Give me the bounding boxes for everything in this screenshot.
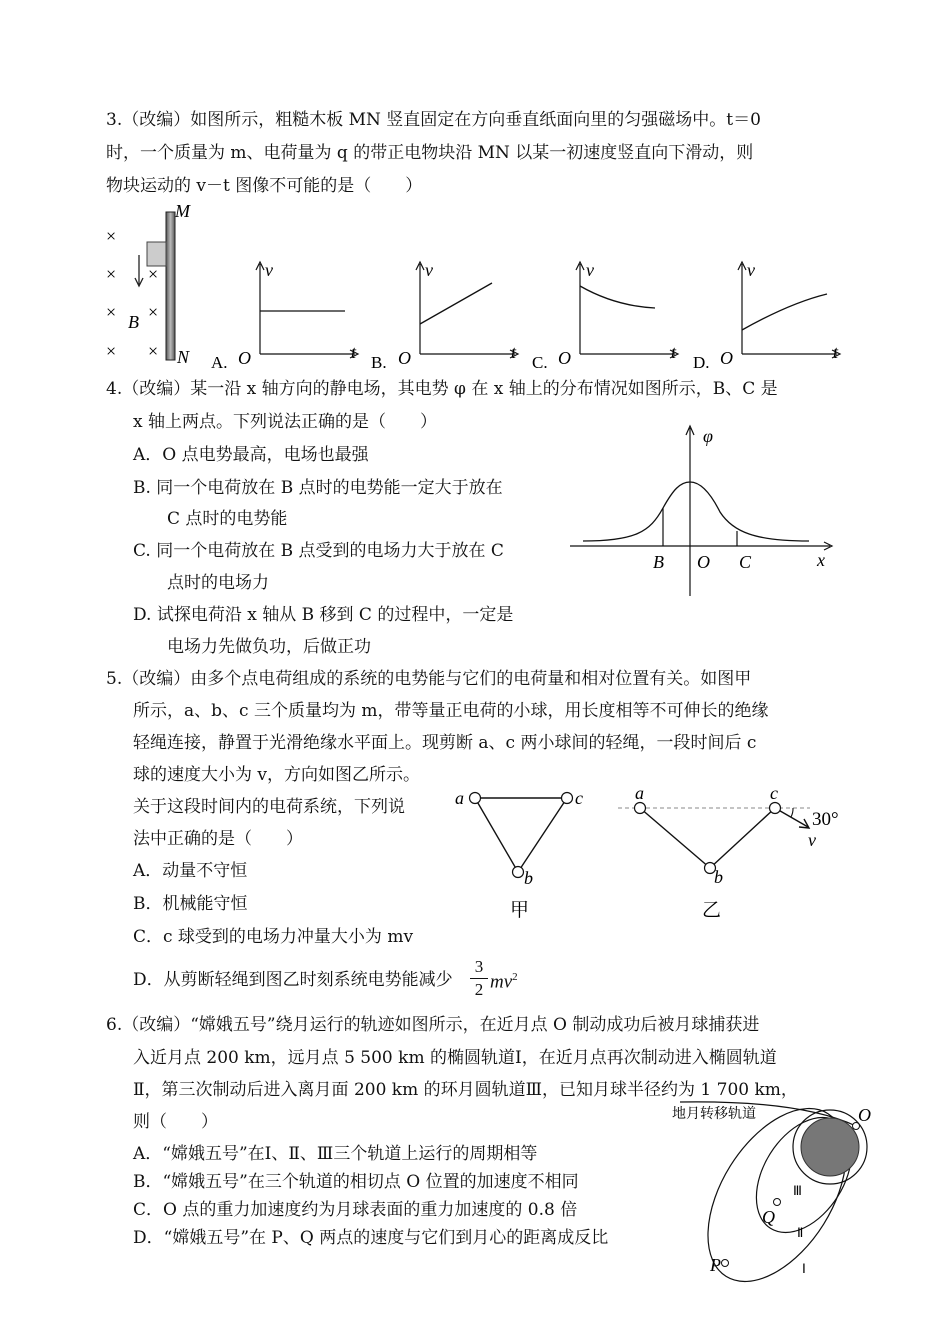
q6-line-4: 则（ ）	[133, 1112, 218, 1132]
svg-text:c: c	[770, 783, 778, 803]
moon	[801, 1118, 859, 1176]
q3-graph-d	[690, 258, 850, 373]
curve	[420, 283, 492, 324]
q5-figure-jia	[450, 780, 600, 925]
q5-line-6: 法中正确的是（ ）	[133, 829, 303, 849]
svg-text:t: t	[511, 342, 517, 362]
svg-text:A.: A.	[211, 353, 228, 372]
svg-text:D.: D.	[693, 353, 710, 372]
q5-fraction: 3 2	[470, 958, 488, 998]
cross: ×	[106, 341, 117, 361]
label-n: N	[177, 347, 190, 367]
svg-text:C: C	[739, 552, 752, 572]
svg-text:v: v	[586, 260, 594, 280]
q5-option-c: C．c 球受到的电场力冲量大小为 mv	[133, 927, 414, 947]
cross: ×	[106, 226, 117, 246]
svg-text:O: O	[398, 348, 411, 368]
q4-option-b-cont: C 点时的电势能	[167, 509, 288, 529]
svg-text:Ⅲ: Ⅲ	[793, 1183, 802, 1198]
q4-option-c-cont: 点时的电场力	[167, 573, 269, 593]
svg-text:Ⅱ: Ⅱ	[797, 1225, 804, 1240]
q3-graph-a	[205, 258, 365, 373]
orbit-2	[737, 1100, 872, 1249]
svg-text:甲: 甲	[510, 900, 530, 921]
q5-frac-tail: $mv^2$	[490, 971, 518, 993]
point-q	[774, 1199, 781, 1206]
q4-line-2: x 轴上两点。下列说法正确的是（ ）	[133, 412, 437, 432]
q4-potential-graph	[565, 420, 845, 600]
q4-option-d: D. 试探电荷沿 x 轴从 B 移到 C 的过程中，一定是	[133, 605, 514, 625]
q5-option-b: B．机械能守恒	[133, 894, 248, 914]
svg-text:O: O	[720, 348, 733, 368]
q5-line-2: 所示，a、b、c 三个质量均为 m，带等量正电荷的小球，用长度相等不可伸长的绝缘	[133, 701, 769, 721]
svg-text:B: B	[653, 552, 664, 572]
svg-text:b: b	[714, 867, 723, 887]
cross: ×	[148, 264, 159, 284]
q3-line-1: 3.（改编）如图所示，粗糙木板 MN 竖直固定在方向垂直纸面向里的匀强磁场中。t＝0	[106, 110, 761, 130]
q4-option-c: C. 同一个电荷放在 B 点受到的电场力大于放在 C	[133, 541, 504, 561]
svg-text:v: v	[747, 260, 755, 280]
ball-a	[635, 803, 646, 814]
svg-text:c: c	[575, 788, 583, 808]
q6-option-a: A．“嫦娥五号”在Ⅰ、Ⅱ、Ⅲ三个轨道上运行的周期相等	[133, 1144, 538, 1164]
svg-text:v: v	[425, 260, 433, 280]
svg-text:30°: 30°	[812, 809, 839, 830]
svg-text:P: P	[710, 1255, 721, 1275]
q3-line-3: 物块运动的 v－t 图像不可能的是（ ）	[106, 176, 423, 196]
ball-b	[513, 867, 524, 878]
q4-option-a: A．O 点电势最高，电场也最强	[133, 445, 369, 465]
svg-text:v: v	[808, 830, 816, 850]
svg-text:O: O	[858, 1105, 871, 1125]
q6-line-1: 6.（改编）“嫦娥五号”绕月运行的轨迹如图所示，在近月点 O 制动成功后被月球捕获进	[106, 1015, 760, 1035]
svg-text:地月转移轨道: 地月转移轨道	[672, 1107, 756, 1122]
q6-line-2: 入近月点 200 km，远月点 5 500 km 的椭圆轨道Ⅰ，在近月点再次制动进入椭圆轨道	[133, 1048, 777, 1068]
board-mn	[166, 212, 175, 360]
charged-block	[147, 242, 166, 266]
q3-graph-c	[530, 258, 690, 373]
q6-orbit-figure	[660, 1090, 880, 1285]
q4-line-1: 4.（改编）某一沿 x 轴方向的静电场，其电势 φ 在 x 轴上的分布情况如图所示，B、C 是	[106, 379, 778, 399]
q5-option-a: A．动量不守恒	[133, 861, 248, 881]
svg-text:b: b	[524, 868, 533, 888]
svg-text:C.: C.	[532, 353, 548, 372]
label-b-field: B	[128, 312, 139, 332]
svg-text:O: O	[697, 552, 710, 572]
svg-text:t: t	[833, 342, 839, 362]
svg-text:v: v	[265, 260, 273, 280]
q6-option-d: D．“嫦娥五号”在 P、Q 两点的速度与它们到月心的距离成反比	[133, 1228, 609, 1248]
label-m: M	[175, 201, 190, 221]
q4-option-d-cont: 电场力先做负功，后做正功	[167, 637, 371, 657]
q5-figure-yi	[615, 780, 855, 925]
svg-text:O: O	[238, 348, 251, 368]
svg-text:φ: φ	[703, 426, 713, 446]
ball-c	[562, 793, 573, 804]
svg-text:a: a	[455, 788, 464, 808]
cross: ×	[148, 341, 159, 361]
cross: ×	[106, 264, 117, 284]
svg-text:t: t	[671, 342, 677, 362]
cross: ×	[106, 302, 117, 322]
cross: ×	[148, 302, 159, 322]
curve	[580, 286, 655, 308]
q6-option-c: C．O 点的重力加速度约为月球表面的重力加速度的 0.8 倍	[133, 1200, 578, 1220]
q5-option-d: D．从剪断轻绳到图乙时刻系统电势能减少	[133, 970, 453, 990]
ball-c	[770, 803, 781, 814]
q5-line-4: 球的速度大小为 v，方向如图乙所示。	[133, 765, 421, 785]
svg-text:a: a	[635, 783, 644, 803]
svg-text:Q: Q	[762, 1207, 775, 1227]
svg-text:Ⅰ: Ⅰ	[802, 1261, 806, 1276]
svg-text:x: x	[817, 550, 825, 570]
q5-line-3: 轻绳连接，静置于光滑绝缘水平面上。现剪断 a、c 两小球间的轻绳，一段时间后 c	[133, 733, 757, 753]
q3-board-figure	[95, 200, 205, 370]
q6-option-b: B．“嫦娥五号”在三个轨道的相切点 O 位置的加速度不相同	[133, 1172, 579, 1192]
q5-line-5: 关于这段时间内的电荷系统，下列说	[133, 797, 405, 817]
q6-line-3: Ⅱ，第三次制动后进入离月面 200 km 的环月圆轨道Ⅲ，已知月球半径约为 1 700 km，	[133, 1080, 798, 1100]
svg-text:B.: B.	[371, 353, 387, 372]
svg-text:O: O	[558, 348, 571, 368]
q4-option-b: B. 同一个电荷放在 B 点时的电势能一定大于放在	[133, 478, 503, 498]
potential-curve	[583, 482, 809, 541]
curve	[742, 294, 827, 330]
q5-line-1: 5.（改编）由多个点电荷组成的系统的电势能与它们的电荷量和相对位置有关。如图甲	[106, 669, 752, 689]
svg-text:t: t	[351, 342, 357, 362]
svg-text:乙: 乙	[702, 900, 722, 921]
point-p	[722, 1260, 729, 1267]
q3-graph-b	[365, 258, 525, 373]
ball-a	[470, 793, 481, 804]
q3-line-2: 时，一个质量为 m、电荷量为 q 的带正电物块沿 MN 以某一初速度竖直向下滑动，则	[106, 143, 754, 163]
